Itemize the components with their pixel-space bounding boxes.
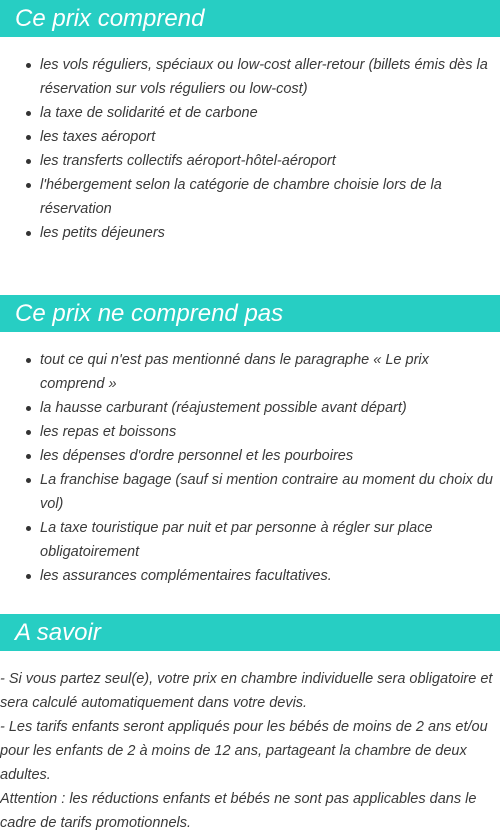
list-item: l'hébergement selon la catégorie de chambre choisie lors de la réservation	[40, 173, 500, 221]
included-list	[0, 53, 500, 245]
good-to-know-text	[0, 667, 500, 835]
list-item: la hausse carburant (réajustement possible avant départ)	[40, 396, 500, 420]
list-item: La taxe touristique par nuit et par personne à régler sur place obligatoirement	[40, 516, 500, 564]
excluded-list	[0, 348, 500, 588]
section-title-price-includes: Ce prix comprend	[0, 0, 500, 37]
list-item: les petits déjeuners	[40, 221, 500, 245]
list-item: la taxe de solidarité et de carbone	[40, 101, 500, 125]
note-paragraph: - Les tarifs enfants seront appliqués pour les bébés de moins de 2 ans et/ou pour les enfants de 2 à moins de 12 ans, partageant la chambre de deux adultes.	[0, 719, 488, 783]
list-item: les transferts collectifs aéroport-hôtel-aéroport	[40, 149, 500, 173]
list-item: les dépenses d'ordre personnel et les pourboires	[40, 444, 500, 468]
list-item: les assurances complémentaires facultatives.	[40, 564, 500, 588]
section-title-price-excludes: Ce prix ne comprend pas	[0, 295, 500, 332]
note-paragraph: - Si vous partez seul(e), votre prix en chambre individuelle sera obligatoire et sera calculé automatiquement dans votre devis.	[0, 671, 493, 711]
section-title-good-to-know: A savoir	[0, 614, 500, 651]
list-item: La franchise bagage (sauf si mention contraire au moment du choix du vol)	[40, 468, 500, 516]
note-paragraph: Attention : les réductions enfants et bébés ne sont pas applicables dans le cadre de tarifs promotionnels.	[0, 791, 477, 831]
list-item: les taxes aéroport	[40, 125, 500, 149]
list-item: les repas et boissons	[40, 420, 500, 444]
list-item: tout ce qui n'est pas mentionné dans le paragraphe « Le prix comprend »	[40, 348, 500, 396]
list-item: les vols réguliers, spéciaux ou low-cost aller-retour (billets émis dès la réservation sur vols réguliers ou low-cost)	[40, 53, 500, 101]
